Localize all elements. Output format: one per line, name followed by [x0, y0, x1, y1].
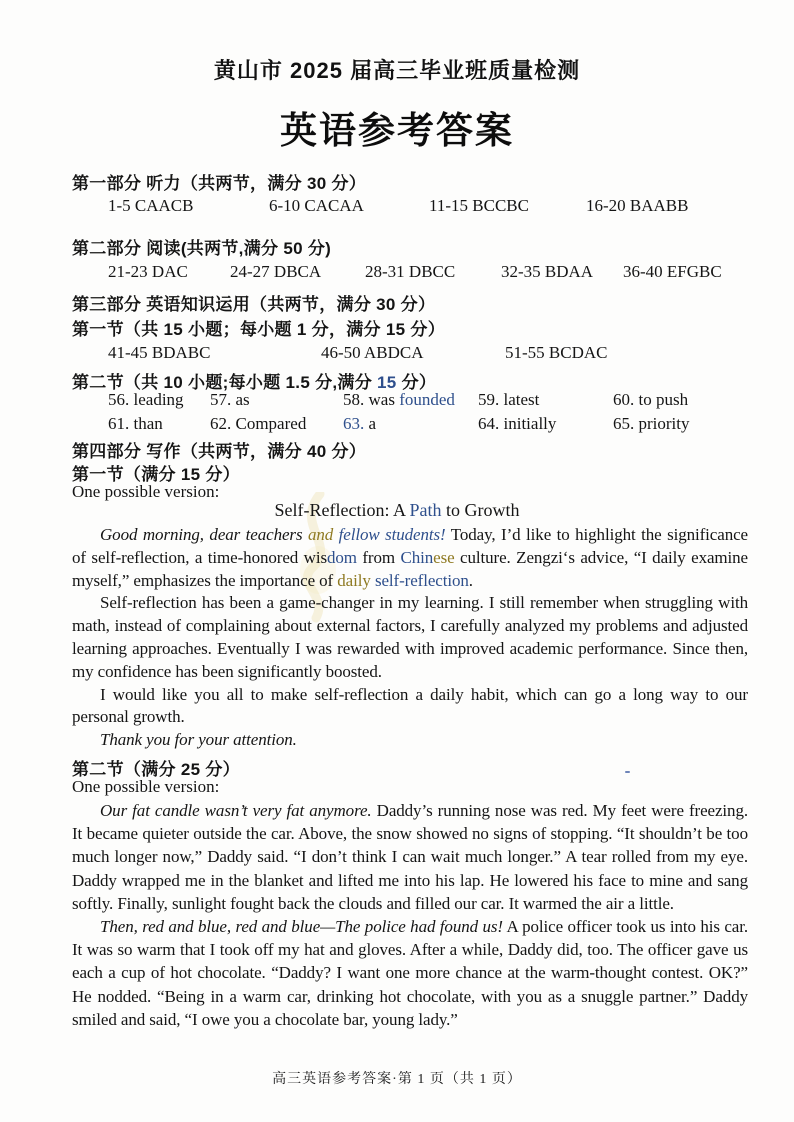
answer-cell: 32-35 BDAA — [501, 262, 594, 281]
answer-cell: 24-27 DBCA — [230, 262, 322, 281]
part2-heading: 第二部分 阅读(共两节,满分 50 分) — [72, 239, 332, 258]
essay-text-olive: ese — [433, 547, 455, 567]
essay-text: culture. Zengzi‘s advice, “I daily examine myself,” emphasizes the importance of — [72, 547, 749, 590]
essay-text-italic: Our fat candle wasn’t very fat anymore. — [100, 801, 372, 820]
part3-heading: 第三部分 英语知识运用（共两节，满分 30 分） — [72, 295, 436, 314]
cloze-answers-row — [0, 343, 794, 365]
answer-cell: 51-55 BCDAC — [505, 343, 608, 362]
doc-title: 黄山市 2025 届高三毕业班质量检测 — [213, 58, 581, 83]
essay-paragraph — [72, 729, 748, 752]
answer-cell: 28-31 DBCC — [365, 262, 456, 281]
answer-cell: 6-10 CACAA — [269, 196, 364, 215]
scan-artifact-dash — [625, 771, 630, 773]
essay-text-blue: Chin — [400, 547, 434, 567]
essay-text-olive: daily — [337, 570, 375, 590]
essay-text: Today, I’d like to highlight the significance of self-reflection, a time-honored wis — [72, 525, 748, 567]
answer-cell: 16-20 BAABB — [586, 196, 689, 215]
essay1-title-text-blue: Path — [409, 500, 442, 520]
one-possible-version-label: One possible version: — [72, 482, 220, 501]
heading-text-blue: 15 — [377, 373, 397, 392]
answer-cell: 11-15 BCCBC — [429, 196, 529, 215]
essay-paragraph — [72, 524, 748, 592]
main-heading: 英语参考答案 — [280, 110, 514, 151]
answer-cell: 59. latest — [478, 390, 540, 409]
answer-cell: 65. priority — [613, 414, 690, 433]
answer-text: a — [364, 414, 377, 433]
essay-paragraph — [72, 799, 748, 915]
answer-text-blue: 63. — [343, 414, 365, 433]
essay-text-blue: dom — [326, 547, 357, 567]
essay-paragraph: I would like you all to make self-reflection a daily habit, which can go a long way to our personal growth. — [72, 684, 748, 727]
part1-heading: 第一部分 听力（共两节，满分 30 分） — [72, 174, 367, 193]
answer-cell: 56. leading — [108, 390, 184, 409]
essay-text-italic: Then, red and blue, red and blue—The police had found us! — [100, 917, 503, 937]
essay-text-blue: fellow students! — [338, 525, 446, 544]
essay1-title-text: to Growth — [441, 500, 520, 520]
essay2-body — [72, 799, 748, 1031]
essay-text: . — [468, 570, 473, 590]
answer-cell: 60. to push — [613, 390, 689, 409]
grammar-answers-row-1 — [0, 390, 794, 412]
answer-cell: 36-40 EFGBC — [623, 262, 722, 281]
essay-text-olive: and — [307, 525, 339, 544]
answer-cell: 1-5 CAACB — [108, 196, 194, 215]
part4-section2-heading: 第二节（满分 25 分） — [72, 760, 240, 779]
answer-cell: 21-23 DAC — [108, 262, 188, 281]
essay-text-blue: self-reflection — [374, 570, 469, 590]
reading-answers-row — [0, 262, 794, 284]
essay-paragraph — [72, 915, 748, 1031]
essay1-body — [72, 524, 748, 752]
answer-text: 58. was — [343, 390, 400, 409]
answer-cell — [343, 414, 376, 434]
answer-cell: 57. as — [210, 390, 250, 409]
answer-cell: 41-45 BDABC — [108, 343, 211, 362]
listening-answers-row — [0, 196, 794, 218]
part4-heading: 第四部分 写作（共两节，满分 40 分） — [72, 442, 367, 461]
essay1-title — [0, 500, 794, 521]
essay-text-italic: Thank you for your attention. — [100, 730, 297, 750]
answer-text-blue: founded — [399, 390, 455, 409]
part4-section1-heading: 第一节（满分 15 分） — [72, 465, 240, 484]
essay-text: A police officer took us into his car. It was so warm that I took off my hat and gloves. After a while, Daddy did, too. The officer gave us each a cup of hot chocolate. “Daddy? I want one more chance at the warm-thought contest. OK?” He nodded. “Being in a warm car, drinking hot chocolate, with you as a snuggle partner.” Daddy smiled and said, “I owe you a chocolate bar, young lady.” — [72, 917, 748, 1029]
heading-text: 分） — [396, 373, 437, 392]
part3-section1-heading: 第一节（共 15 小题；每小题 1 分，满分 15 分） — [72, 320, 446, 339]
page-footer: 高三英语参考答案·第 1 页（共 1 页） — [272, 1072, 522, 1087]
answer-cell: 62. Compared — [210, 414, 307, 433]
answer-cell: 61. than — [108, 414, 163, 433]
essay-text: Daddy’s running nose was red. My feet were freezing. It became quieter outside the car. Above, the snow showed no signs of stopping. “It shouldn’t be too much longer now,” Daddy said. “I don’t think I can wait much longer.” A tear rolled from my eye. Daddy wrapped me in the blanket and lifted me into his lap. He lowered his face to mine and sang softly. Finally, sunlight fought back the clouds and filled our car. It warmed the air a little. — [72, 801, 748, 913]
essay-text: Good morning, dear teachers — [100, 525, 308, 544]
heading-text: 第二节（共 10 小题;每小题 1.5 分,满分 — [72, 373, 378, 392]
answer-cell: 46-50 ABDCA — [321, 343, 424, 362]
one-possible-version-label: One possible version: — [72, 777, 220, 796]
answer-cell: 64. initially — [478, 414, 557, 433]
essay-paragraph: Self-reflection has been a game-changer in my learning. I still remember when struggling with math, instead of complaining about external factors, I carefully analyzed my problems and adjusted learning approaches. Eventually I was rewarded with improved academic performance. Since then, my confidence has been significantly boosted. — [72, 593, 748, 681]
answer-cell — [343, 390, 455, 410]
essay1-title-text: Self-Reflection: A — [274, 500, 410, 520]
essay-text: from — [356, 547, 401, 567]
grammar-answers-row-2 — [0, 414, 794, 436]
